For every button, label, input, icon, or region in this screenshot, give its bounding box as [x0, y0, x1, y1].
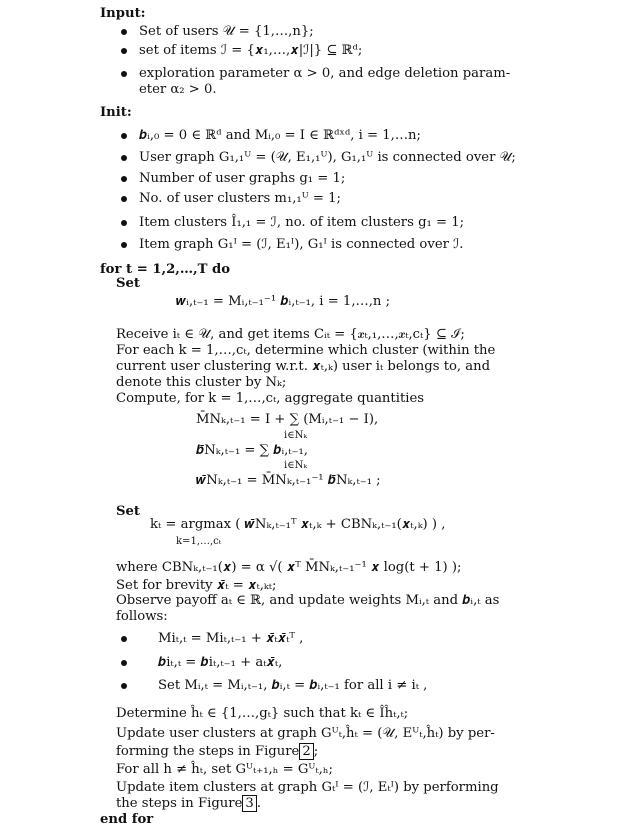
update-user-clusters-text: forming the steps in Figure: [116, 744, 300, 759]
init-item-item-clusters: Item clusters Î₁,₁ = ℐ, no. of item clusters g₁ = 1;: [139, 215, 465, 230]
sum-index-b: i∈Nₖ: [284, 460, 307, 471]
bullet: [121, 636, 127, 642]
bullet: [121, 242, 127, 248]
bullet: [121, 683, 127, 689]
bullet: [121, 220, 127, 226]
bullet: [121, 48, 127, 54]
receive-line-5: Compute, for k = 1,…,cₜ, aggregate quantities: [116, 391, 425, 406]
update-b: 𝒃iₜ,ₜ = 𝒃iₜ,ₜ₋₁ + aₜ𝒙̄ₜ,: [158, 655, 283, 670]
set-label-2: Set: [116, 504, 141, 519]
bullet: [121, 660, 127, 666]
init-item-item-graph: Item graph G₁ᴵ = (ℐ, E₁ᴵ), G₁ᴵ is connected over ℐ.: [139, 237, 464, 252]
set-label-1: Set: [116, 276, 141, 291]
receive-line-3: current user clustering w.r.t. 𝒙ₜ,ₖ) user iₜ belongs to, and: [116, 359, 491, 374]
end-for: end for: [100, 812, 154, 827]
bullet: [121, 29, 127, 35]
determine-line: Determine ĥₜ ∈ {1,…,gₜ} such that kₜ ∈ Îĥₜ,ₜ;: [116, 706, 409, 721]
equation-w-bar: 𝒘̄Nₖ,ₜ₋₁ = M̄Nₖ,ₜ₋₁⁻¹ 𝒃̄Nₖ,ₜ₋₁ ;: [196, 473, 381, 488]
bullet: [121, 71, 127, 77]
update-item-clusters-line-2: [116, 796, 261, 812]
for-loop-header: for t = 1,2,…,T do: [100, 262, 231, 277]
update-user-clusters-line-2: [116, 744, 318, 760]
init-item-user-clusters: No. of user clusters m₁,₁ᵁ = 1;: [139, 191, 341, 206]
update-user-clusters-end: ;: [313, 744, 319, 759]
update-others: Set Mᵢ,ₜ = Mᵢ,ₜ₋₁, 𝒃ᵢ,ₜ = 𝒃ᵢ,ₜ₋₁ for all i ≠ iₜ ,: [158, 678, 428, 693]
figure-2-link[interactable]: 2: [299, 743, 313, 760]
update-item-clusters-end: .: [256, 796, 261, 811]
equation-m-bar: M̄Nₖ,ₜ₋₁ = I + ∑ (Mᵢ,ₜ₋₁ − I),: [196, 412, 379, 427]
update-user-clusters-line-1: Update user clusters at graph Gᵁₜ,ĥₜ = (𝒰, Eᵁₜ,ĥₜ) by per-: [116, 726, 495, 741]
bullet: [121, 133, 127, 139]
receive-line-2: For each k = 1,…,cₜ, determine which cluster (within the: [116, 343, 496, 358]
receive-line-4: denote this cluster by Nₖ;: [116, 375, 287, 390]
equation-k-argmax: kₜ = argmax ( 𝒘̄Nₖ,ₜ₋₁ᵀ 𝒙ₜ,ₖ + CBNₖ,ₜ₋₁(𝒙ₜ,ₖ) ) ,: [150, 517, 446, 532]
brevity-line: Set for brevity 𝒙̄ₜ = 𝒙ₜ,ₖₜ;: [116, 578, 277, 593]
init-item-user-graph: User graph G₁,₁ᵁ = (𝒰, E₁,₁ᵁ), G₁,₁ᵁ is connected over 𝒰;: [139, 150, 516, 165]
bullet: [121, 196, 127, 202]
input-heading: Input:: [100, 6, 146, 21]
where-cb-line: where CBNₖ,ₜ₋₁(𝒙) = α √( 𝒙ᵀ M̄Nₖ,ₜ₋₁⁻¹ 𝒙 log(t + 1) );: [116, 560, 462, 575]
sum-index-m: i∈Nₖ: [284, 430, 307, 441]
figure-3-link[interactable]: 3: [242, 795, 256, 812]
init-item-bm: 𝒃ᵢ,₀ = 0 ∈ ℝᵈ and Mᵢ,₀ = I ∈ ℝᵈˣᵈ, i = 1,…n;: [139, 128, 421, 143]
bullet: [121, 155, 127, 161]
equation-b-bar: 𝒃̄Nₖ,ₜ₋₁ = ∑ 𝒃ᵢ,ₜ₋₁,: [196, 443, 308, 458]
equation-w: 𝒘ᵢ,ₜ₋₁ = Mᵢ,ₜ₋₁⁻¹ 𝒃ᵢ,ₜ₋₁, i = 1,…,n ;: [176, 294, 391, 309]
input-item-items: set of items ℐ = {𝒙₁,…,𝒙|ℐ|} ⊆ ℝᵈ;: [139, 43, 363, 58]
receive-line-1: Receive iₜ ∈ 𝒰, and get items Cᵢₜ = {𝒙ₜ,₁,…,𝒙ₜ,cₜ} ⊆ ℐ;: [116, 327, 465, 342]
observe-line-1: Observe payoff aₜ ∈ ℝ, and update weights Mᵢ,ₜ and 𝒃ᵢ,ₜ as: [116, 593, 500, 608]
argmax-index: k=1,…,cₜ: [176, 536, 222, 547]
observe-line-2: follows:: [116, 609, 168, 624]
update-m: Miₜ,ₜ = Miₜ,ₜ₋₁ + 𝒙̄ₜ𝒙̄ₜᵀ ,: [158, 631, 304, 646]
init-heading: Init:: [100, 105, 132, 120]
input-item-exploration: exploration parameter α > 0, and edge deletion param-: [139, 66, 511, 81]
bullet: [121, 176, 127, 182]
input-item-exploration-cont: eter α₂ > 0.: [139, 82, 217, 97]
input-item-users: Set of users 𝒰 = {1,…,n};: [139, 24, 314, 39]
forall-line: For all h ≠ ĥₜ, set Gᵁₜ₊₁,ₕ = Gᵁₜ,ₕ;: [116, 762, 333, 777]
update-item-clusters-line-1: Update item clusters at graph Gₜᴵ = (ℐ, Eₜᴵ) by performing: [116, 780, 499, 795]
init-item-num-user-graphs: Number of user graphs g₁ = 1;: [139, 171, 346, 186]
update-item-clusters-text: the steps in Figure: [116, 796, 243, 811]
